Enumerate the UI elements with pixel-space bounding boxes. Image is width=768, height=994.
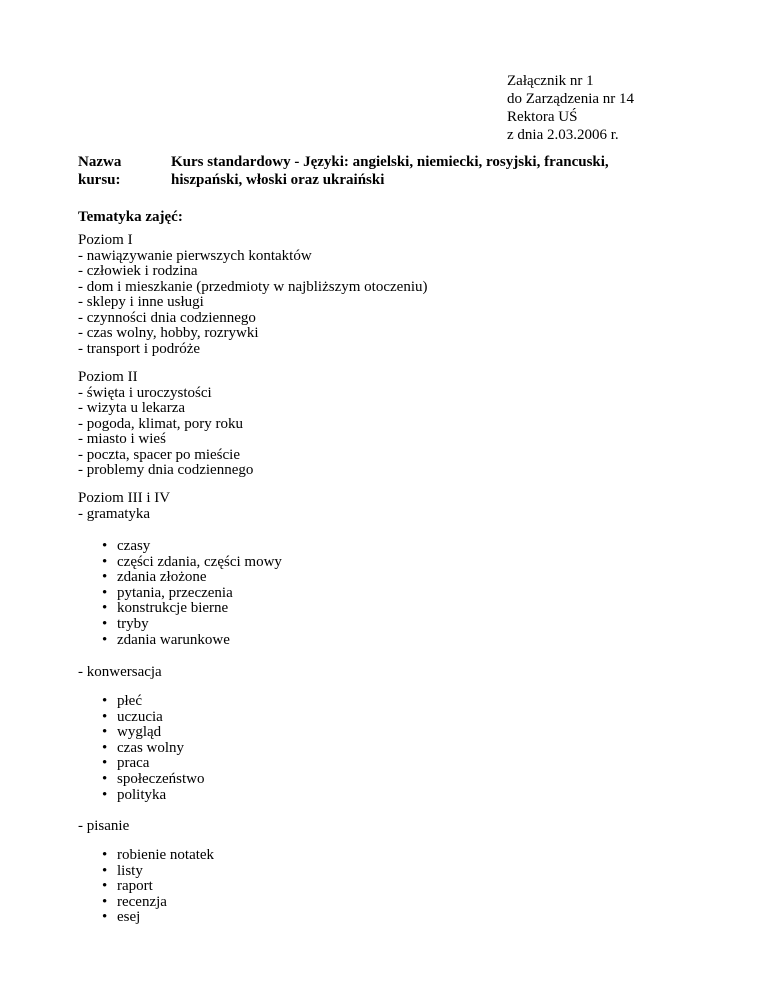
bullet-icon: • xyxy=(102,553,108,570)
bullet-icon: • xyxy=(102,786,108,803)
bullet-icon: • xyxy=(102,755,108,772)
list-item-label: esej xyxy=(117,909,141,926)
list-item-label: listy xyxy=(117,862,143,879)
bullet-icon: • xyxy=(102,893,108,910)
level-title: Poziom II xyxy=(78,369,138,385)
list-item: - święta i uroczystości xyxy=(78,384,212,401)
list-item-label: czasy xyxy=(117,538,151,554)
list-item: - czynności dnia codziennego xyxy=(78,309,256,326)
list-item: - wizyta u lekarza xyxy=(78,400,186,416)
course-label-line: kursu: xyxy=(78,172,121,188)
conversation-label: - konwersacja xyxy=(78,664,162,680)
list-item-label: konstrukcje bierne xyxy=(117,600,229,617)
bullet-icon: • xyxy=(102,847,108,863)
list-item: - dom i mieszkanie (przedmioty w najbliższym otoczeniu) xyxy=(78,278,428,295)
topics-heading: Tematyka zajęć: xyxy=(78,209,183,225)
list-item xyxy=(100,725,204,741)
list-item-label: zdania złożone xyxy=(117,569,207,586)
list-item: - pogoda, klimat, pory roku xyxy=(78,415,243,432)
list-item xyxy=(100,788,204,804)
course-label-line: Nazwa xyxy=(78,154,122,170)
list-item xyxy=(100,555,282,571)
level-title: Poziom I xyxy=(78,232,133,248)
course-value-line: Kurs standardowy - Języki: angielski, niemiecki, rosyjski, francuski, xyxy=(171,154,609,170)
list-item xyxy=(100,772,204,788)
list-item-label: społeczeństwo xyxy=(117,770,205,787)
bullet-icon: • xyxy=(102,584,108,601)
bullet-icon: • xyxy=(102,615,108,632)
conversation-list xyxy=(100,694,204,803)
list-item-label: recenzja xyxy=(117,893,167,910)
bullet-icon: • xyxy=(102,569,108,586)
list-item xyxy=(100,539,282,555)
list-item: - transport i podróże xyxy=(78,340,201,357)
list-item xyxy=(100,895,214,911)
list-item-label: praca xyxy=(117,755,150,772)
list-item-label: płeć xyxy=(117,693,142,709)
bullet-icon: • xyxy=(102,693,108,709)
annex-line: z dnia 2.03.2006 r. xyxy=(507,127,619,143)
list-item-label: części zdania, części mowy xyxy=(117,553,282,570)
list-item-label: uczucia xyxy=(117,708,163,725)
bullet-icon: • xyxy=(102,862,108,879)
course-value-line: hiszpański, włoski oraz ukraiński xyxy=(171,172,385,188)
annex-line: do Zarządzenia nr 14 xyxy=(507,91,635,107)
list-item xyxy=(100,617,282,633)
bullet-icon: • xyxy=(102,538,108,554)
list-item xyxy=(100,586,282,602)
bullet-icon: • xyxy=(102,770,108,787)
level-1-section xyxy=(78,233,427,357)
grammar-label: - gramatyka xyxy=(78,505,151,522)
level-3-4-section xyxy=(78,491,170,522)
list-item: - nawiązywanie pierwszych kontaktów xyxy=(78,247,312,264)
list-item: - problemy dnia codziennego xyxy=(78,462,254,478)
bullet-icon: • xyxy=(102,878,108,895)
list-item xyxy=(100,633,282,649)
bullet-icon: • xyxy=(102,739,108,756)
list-item xyxy=(100,601,282,617)
list-item: - poczta, spacer po mieście xyxy=(78,446,241,463)
bullet-icon: • xyxy=(102,708,108,725)
list-item-label: zdania warunkowe xyxy=(117,631,230,648)
level-title: Poziom III i IV xyxy=(78,490,171,506)
list-item-label: pytania, przeczenia xyxy=(117,584,233,601)
course-name-label xyxy=(78,153,158,189)
list-item-label: wygląd xyxy=(117,724,162,741)
list-item: - miasto i wieś xyxy=(78,431,166,447)
grammar-list xyxy=(100,539,282,648)
annex-header xyxy=(507,72,634,144)
list-item: - człowiek i rodzina xyxy=(78,263,198,279)
bullet-icon: • xyxy=(102,631,108,648)
course-name-value xyxy=(171,153,711,189)
bullet-icon: • xyxy=(102,600,108,617)
list-item xyxy=(100,741,204,757)
list-item-label: polityka xyxy=(117,786,167,803)
level-2-section xyxy=(78,370,253,479)
list-item-label: robienie notatek xyxy=(117,847,215,863)
list-item-label: tryby xyxy=(117,615,149,632)
list-item xyxy=(100,864,214,880)
list-item-label: czas wolny xyxy=(117,739,185,756)
annex-line: Załącznik nr 1 xyxy=(507,73,594,89)
writing-label: - pisanie xyxy=(78,818,130,834)
list-item xyxy=(100,879,214,895)
writing-list xyxy=(100,848,214,926)
list-item xyxy=(100,694,204,710)
list-item: - sklepy i inne usługi xyxy=(78,294,204,310)
bullet-icon: • xyxy=(102,909,108,926)
list-item: - czas wolny, hobby, rozrywki xyxy=(78,325,259,341)
list-item xyxy=(100,910,214,926)
list-item xyxy=(100,710,204,726)
list-item xyxy=(100,756,204,772)
bullet-icon: • xyxy=(102,724,108,741)
annex-line: Rektora UŚ xyxy=(507,109,578,125)
list-item xyxy=(100,848,214,864)
list-item-label: raport xyxy=(117,878,153,895)
list-item xyxy=(100,570,282,586)
